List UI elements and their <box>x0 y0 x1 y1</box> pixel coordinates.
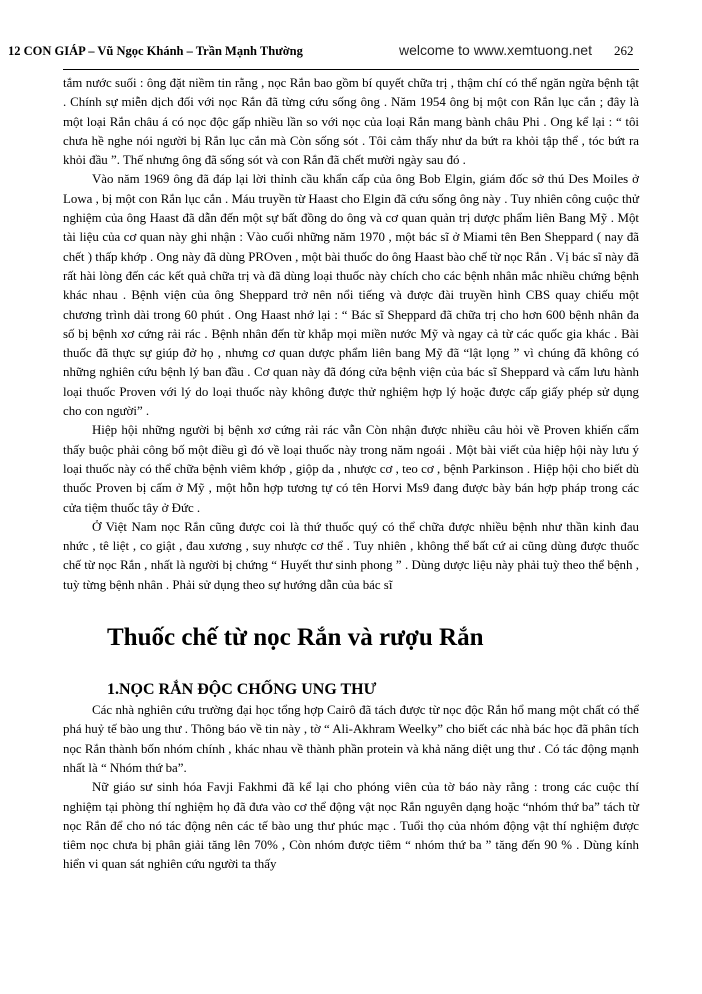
paragraph: Vào năm 1969 ông đã đáp lại lời thỉnh cầu khẩn cấp của ông Bob Elgin, giám đốc sở thú Des Moiles ở Lowa , bị một con Rắn lục cắn . Máu truyền từ Haast cho Elgin đã cứu sống ông này . Tuy nhiên công cuộc thử nghiệm của ông Haast đã dẫn đến một sự bất đồng do ông và cơ quan quản trị dược phẩm liên Bang Mỹ . Một tài liệu của cơ quan này ghi nhận : Vào cuối những năm 1970 , một bác sĩ ở Miami tên Ben Sheppard ( nay đã chết ) thấp khớp . Ong này đã dùng PROven , một bài thuốc do ông Haast bào chế từ nọc Rắn . Vị bác sĩ này đã rất hài lòng đến các kết quả chữa trị và đã dùng loại thuốc này chích cho các bệnh nhân mắc nhiều chứng bệnh khác nhau . Bệnh viện của ông Sheppard trở nên nổi tiếng và được đài truyền hình CBS quay chiếu một chương trình dài trong 60 phút . Ong Haast nhớ lại : “ Bác sĩ Sheppard đã chữa trị cho hơn 600 bệnh nhân đa số bị bệnh xơ cứng rải rác . Bệnh nhân đến từ khắp mọi miền nước Mỹ và ngay cả từ các quốc gia khác . Bài thuốc đã thực sự giúp đở họ , nhưng cơ quan dược phẩm liên bang Mỹ đã “lật lọng ” vì chúng đã không có những nghiên cứu bệnh lý ban đầu . Cơ quan này đã đóng cửa bệnh viện của bác sĩ Sheppard và cấm lưu hành loại thuốc Proven với lý do loại thuốc này không được thử nghiệm hợp lý hoặc được cấp giấy phép sử dụng cho con người” . <box>63 172 639 419</box>
page-body <box>63 74 639 875</box>
header-divider <box>63 69 639 70</box>
paragraph: Hiệp hội những người bị bệnh xơ cứng rải rác vẫn Còn nhận được nhiều câu hỏi về Proven khiến cẩm thấy buộc phải công bố một điều gì đó về loại thuốc này trong năm ngoái . Một bài viết của hiệp hội này lưu ý loại thuốc này có thể chữa bệnh viêm khớp , giộp da , nhược cơ , teo cơ , bệnh Parkinson . Hiệp hội cho biết dù thuốc Proven bị cấm ở Mỹ , một hỗn hợp tương tự có tên Horvi Ms9 đang được bày bán hợp pháp trong các cửa tiệm thuốc tây ở Đức . <box>63 423 639 515</box>
page-header <box>0 0 702 58</box>
book-title: 12 CON GIÁP – Vũ Ngọc Khánh – Trần Mạnh Thường <box>8 44 303 58</box>
chapter-title: Thuốc chế từ nọc Rắn và rượu Rắn <box>107 624 484 652</box>
paragraph: Nữ giáo sư sinh hóa Favji Fakhmi đã kể lại cho phóng viên của tờ báo này rằng : trong các cuộc thí nghiệm tại phòng thí nghiệm họ đã đưa vào cơ thể động vật nọc Rắn nguyên dạng hoặc “nhóm thứ ba” tách từ nọc Rắn để cho nó tác động nên các tế bào ung thư phúc mạc . Tuổi thọ của nhóm động vật thí nghiệm được tiêm nọc chưa bị phân giải tăng lên 70% , Còn nhóm được tiêm “ nhóm thứ ba ” tăng đến 90 % . Dùng kính hiển vi quan sát nghiên cứu người ta thấy <box>63 780 639 872</box>
page-number: 262 <box>614 43 634 58</box>
paragraph-continued: tắm nước suối : ông đặt niềm tin rằng , nọc Rắn bao gồm bí quyết chữa trị , thậm chí có thể ngăn ngừa bệnh tật . Chính sự miễn dịch đối với nọc Rắn đã từng cứu sống ông . Năm 1954 ông bị một con Rắn lục cắn ; đây là một loại Rắn châu á có nọc độc gấp nhiều lần so với nọc của loại Rắn mang bành châu Phi . Ong kể lại : “ tôi chưa hề nghe nói người bị Rắn lục cắn mà Còn sống sót . Tôi cảm thấy như da bứt ra khỏi tập thể , tóc bứt ra khỏi đầu ”. Thế nhưng ông đã sống sót và con Rắn đã chết mười ngày sau đó . <box>63 76 639 168</box>
site-url[interactable]: welcome to www.xemtuong.net <box>399 42 592 58</box>
section-title: 1.NỌC RẮN ĐỘC CHỐNG UNG THƯ <box>107 681 377 699</box>
paragraph: Ở Việt Nam nọc Rắn cũng được coi là thứ thuốc quý có thể chữa được nhiều bệnh như thần kinh đau nhức , tê liệt , co giật , đau xương , suy nhược cơ thể . Tuy nhiên , không thể bất cứ ai cũng dùng được thuốc chế từ nọc Rắn , nhất là người bị chứng “ Huyết thư sinh phong ” . Dùng dược liệu này phải tuỳ theo thể bệnh , tuỳ từng bệnh nhân . Phải sử dụng theo sự hướng dẫn của bác sĩ <box>63 519 639 592</box>
paragraph: Các nhà nghiên cứu trường đại học tổng hợp Cairô đã tách được từ nọc độc Rắn hổ mang một chất có thể phá huỷ tế bào ung thư . Thông báo về tin này , tờ “ Ali-Akhram Weelky” cho biết các nhà bác học đã phân tích nọc Rắn thành bốn nhóm chính , khác nhau về thành phần protein và khả năng diệt ung thư . Có tác động mạnh nhất là “ Nhóm thứ ba”. <box>63 703 639 775</box>
